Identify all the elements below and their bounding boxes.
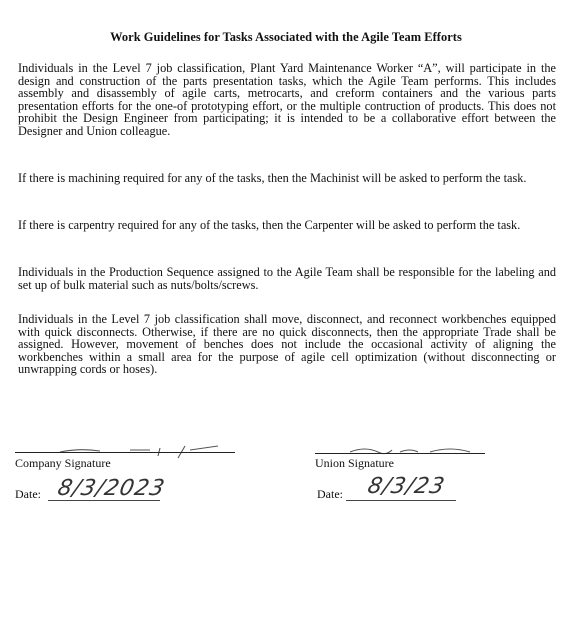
document-title: Work Guidelines for Tasks Associated with the Agile Team Efforts bbox=[110, 30, 462, 44]
union-signature-line bbox=[315, 453, 485, 454]
union-signature-label: Union Signature bbox=[315, 456, 394, 470]
paragraph-workbenches: Individuals in the Level 7 job classification shall move, disconnect, and reconnect workbenches equipped with quick disconnects. Otherwise, if there are no quick disconnects, then the appropriate Trade shall be assigned. However, movement of benches does not include the occasional activity of aligning the workbenches within a small area for the purpose of agile cell optimization (without disconnecting or unwrapping cords or hoses). bbox=[18, 312, 556, 377]
union-date-handwritten: 8/3/23 bbox=[365, 474, 448, 499]
paragraph-carpentry: If there is carpentry required for any of the tasks, then the Carpenter will be asked to perform the task. bbox=[18, 218, 521, 232]
paragraph-production-sequence: Individuals in the Production Sequence assigned to the Agile Team shall be responsible for the labeling and set up of bulk material such as nuts/bolts/screws. bbox=[18, 265, 556, 292]
union-date-label: Date: bbox=[317, 487, 343, 501]
company-date-line bbox=[48, 500, 160, 501]
company-signature-label: Company Signature bbox=[15, 456, 111, 470]
company-date-handwritten: 8/3/2023 bbox=[55, 476, 168, 501]
company-signature-line bbox=[15, 452, 235, 453]
paragraph-machining: If there is machining required for any of the tasks, then the Machinist will be asked to perform the task. bbox=[18, 171, 527, 185]
union-date-line bbox=[346, 500, 456, 501]
paragraph-level7-design: Individuals in the Level 7 job classification, Plant Yard Maintenance Worker “A”, will participate in the design and construction of the parts presentation tasks, which the Agile Team performs. This includes assembly and disassembly of agile carts, metrocarts, and creform containers and the various parts presentation efforts for the one-of prototyping effort, or the multiple contruction of products. This does not prohibit the Design Engineer from participating; it is intended to be a collaborative effort between the Designer and Union colleague. bbox=[18, 61, 556, 138]
company-date-label: Date: bbox=[15, 487, 41, 501]
